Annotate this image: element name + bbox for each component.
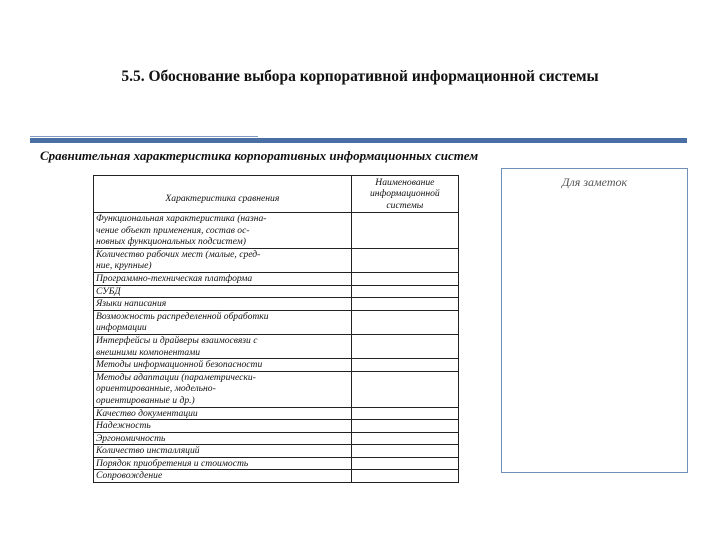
row-label: Возможность распределенной обработки информации (96, 310, 269, 334)
table-row (94, 248, 459, 272)
row-label: СУБД (96, 285, 121, 297)
row-value-cell[interactable] (351, 445, 458, 458)
table-row (94, 445, 459, 458)
row-label: Программно-техническая платформа (96, 272, 253, 284)
row-label: Функциональная характеристика (назна- чение объект применения, состав ос- новных функциональных подсистем) (96, 213, 267, 248)
row-label: Качество документации (96, 407, 198, 419)
table-row (94, 407, 459, 420)
table-row (94, 359, 459, 372)
row-label: Языки написания (96, 298, 167, 310)
table-row (94, 310, 459, 334)
table-row (94, 457, 459, 470)
header-system-name-cell (351, 176, 458, 213)
row-value-cell[interactable] (351, 420, 458, 433)
row-value-cell[interactable] (351, 248, 458, 272)
row-value-cell[interactable] (351, 371, 458, 407)
row-value-cell[interactable] (351, 334, 458, 358)
row-value-cell[interactable] (351, 298, 458, 311)
row-value-cell[interactable] (351, 359, 458, 372)
table-row (94, 285, 459, 298)
row-label: Методы адаптации (параметрически- ориентированные, модельно- ориентированные и др.) (96, 371, 256, 406)
row-label: Интерфейсы и драйверы взаимосвязи с внешними компонентами (96, 334, 258, 358)
row-label: Методы информационной безопасности (96, 359, 263, 371)
row-label: Надежность (96, 420, 151, 432)
table-row (94, 432, 459, 445)
row-value-cell[interactable] (351, 285, 458, 298)
row-label: Порядок приобретения и стоимость (96, 457, 249, 469)
row-value-cell[interactable] (351, 272, 458, 285)
row-value-cell[interactable] (351, 213, 458, 249)
table-row (94, 470, 459, 483)
row-value-cell[interactable] (351, 457, 458, 470)
comparison-table (93, 175, 459, 483)
table-caption: Сравнительная характеристика корпоративных информационных систем (40, 148, 479, 163)
table-row (94, 371, 459, 407)
notes-label: Для заметок (561, 175, 628, 189)
row-label: Количество инсталляций (96, 445, 200, 457)
table-header-row (94, 176, 459, 213)
row-label: Эргономичность (96, 432, 166, 444)
table-row (94, 334, 459, 358)
row-label: Сопровождение (96, 470, 163, 482)
row-value-cell[interactable] (351, 470, 458, 483)
title-divider-thin (30, 136, 258, 137)
slide-title: 5.5. Обоснование выбора корпоративной информационной системы (121, 68, 599, 85)
row-value-cell[interactable] (351, 432, 458, 445)
title-divider-thick (30, 138, 687, 143)
table-row (94, 272, 459, 285)
row-value-cell[interactable] (351, 310, 458, 334)
header-criteria-cell (94, 176, 352, 213)
header-system-name: Наименование информационной системы (369, 176, 440, 211)
table-row (94, 213, 459, 249)
table-row (94, 298, 459, 311)
table-row (94, 420, 459, 433)
header-criteria: Характеристика сравнения (165, 193, 280, 205)
row-value-cell[interactable] (351, 407, 458, 420)
row-label: Количество рабочих мест (малые, сред- ние, крупные) (96, 248, 261, 272)
notes-box[interactable] (501, 168, 688, 473)
